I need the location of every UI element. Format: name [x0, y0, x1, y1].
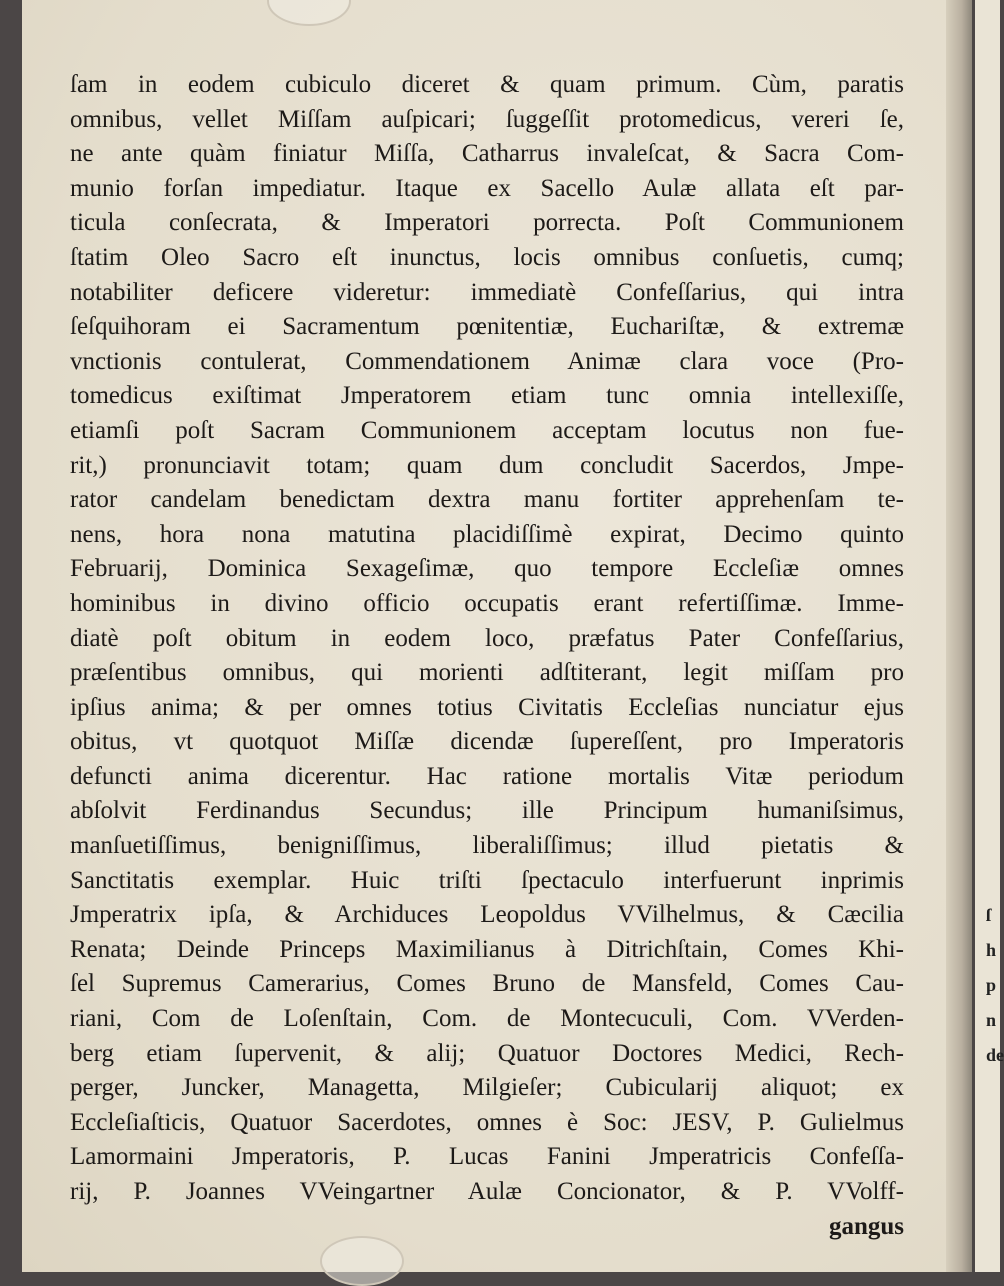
text-line: ticula conſecrata, & Imperatori porrecta. Poſt Communionem [70, 209, 904, 237]
text-line: ſam in eodem cubiculo diceret & quam primum. Cùm, paratis [70, 71, 904, 98]
text-line: hominibus in divino officio occupatis erant refertiſſimæ. Imme- [70, 589, 904, 617]
page-clip-top [267, 0, 351, 26]
text-line: defuncti anima dicerentur. Hac ratione mortalis Vitæ periodum [70, 762, 904, 790]
text-line: vnctionis contulerat, Commendationem Animæ clara voce (Pro- [70, 347, 904, 375]
text-line: riani, Com de Loſenſtain, Com. de Montecuculi, Com. VVerden- [70, 1005, 904, 1033]
text-line: tomedicus exiſtimat Jmperatorem etiam tunc omnia intellexiſſe, [70, 382, 904, 410]
text-line: berg etiam ſupervenit, & alij; Quatuor Doctores Medici, Rech- [70, 1039, 904, 1067]
text-line: munio forſan impediatur. Itaque ex Sacello Aulæ allata eſt par- [70, 174, 904, 202]
text-line: præſentibus omnibus, qui morienti adſtiterant, legit miſſam pro [70, 659, 904, 687]
page-clip-bottom [320, 1236, 404, 1286]
text-line: ne ante quàm finiatur Miſſa, Catharrus invaleſcat, & Sacra Com- [70, 140, 904, 168]
text-line: nens, hora nona matutina placidiſſimè expirat, Decimo quinto [70, 520, 904, 548]
text-line: abſolvit Ferdinandus Secundus; ille Principum humaniſsimus, [70, 797, 904, 825]
text-line: notabiliter deficere videretur: immediatè Confeſſarius, qui intra [70, 278, 904, 306]
text-line: Lamormaini Jmperatoris, P. Lucas Fanini Jmperatricis Confeſſa- [70, 1143, 904, 1171]
text-line: Jmperatrix ipſa, & Archiduces Leopoldus VVilhelmus, & Cæcilia [70, 901, 904, 929]
text-line: ſtatim Oleo Sacro eſt inunctus, locis omnibus conſuetis, cumq; [70, 243, 904, 271]
text-line: rit,) pronunciavit totam; quam dum concludit Sacerdos, Jmpe- [70, 451, 904, 479]
text-line: ſel Supremus Camerarius, Comes Bruno de Mansfeld, Comes Cau- [70, 970, 904, 998]
text-line: Februarij, Dominica Sexageſimæ, quo tempore Eccleſiæ omnes [70, 555, 904, 583]
text-line: obitus, vt quotquot Miſſæ dicendæ ſupereſſent, pro Imperatoris [70, 728, 904, 756]
text-line: Eccleſiaſticis, Quatuor Sacerdotes, omnes è Soc: JESV, P. Gulielmus [70, 1108, 904, 1136]
text-line: ipſius anima; & per omnes totius Civitatis Eccleſias nunciatur ejus [70, 693, 904, 721]
text-line: omnibus, vellet Miſſam auſpicari; ſuggeſſit protomedicus, vereri ſe, [70, 105, 904, 133]
book-page [22, 0, 972, 1272]
edge-fragment: p [986, 975, 997, 995]
text-line: diatè poſt obitum in eodem loco, præfatus Pater Confeſſarius, [70, 624, 904, 652]
page-gutter-shadow [946, 0, 972, 1272]
edge-fragment: h [986, 940, 997, 960]
edge-fragment: n [986, 1010, 997, 1030]
text-line: manſuetiſſimus, benigniſſimus, liberaliſſimus; illud pietatis & [70, 832, 904, 860]
page-text [70, 68, 904, 1244]
text-line: rij, P. Joannes VVeingartner Aulæ Concionator, & P. VVolff- [70, 1178, 904, 1205]
catchword: gangus [828, 1212, 904, 1240]
edge-fragment: de [986, 1045, 1004, 1065]
next-page-edge [975, 0, 1000, 1272]
text-line: rator candelam benedictam dextra manu fortiter apprehenſam te- [70, 486, 904, 514]
text-line: Renata; Deinde Princeps Maximilianus à Ditrichſtain, Comes Khi- [70, 935, 904, 963]
text-line: Sanctitatis exemplar. Huic triſti ſpectaculo interfuerunt inprimis [70, 866, 904, 894]
edge-fragment: ſ [986, 905, 992, 925]
text-line: etiamſi poſt Sacram Communionem acceptam locutus non fue- [70, 416, 904, 444]
text-line: ſeſquihoram ei Sacramentum pœnitentiæ, Euchariſtæ, & extremæ [70, 313, 904, 341]
text-line: perger, Juncker, Managetta, Milgieſer; Cubicularij aliquot; ex [70, 1074, 904, 1102]
